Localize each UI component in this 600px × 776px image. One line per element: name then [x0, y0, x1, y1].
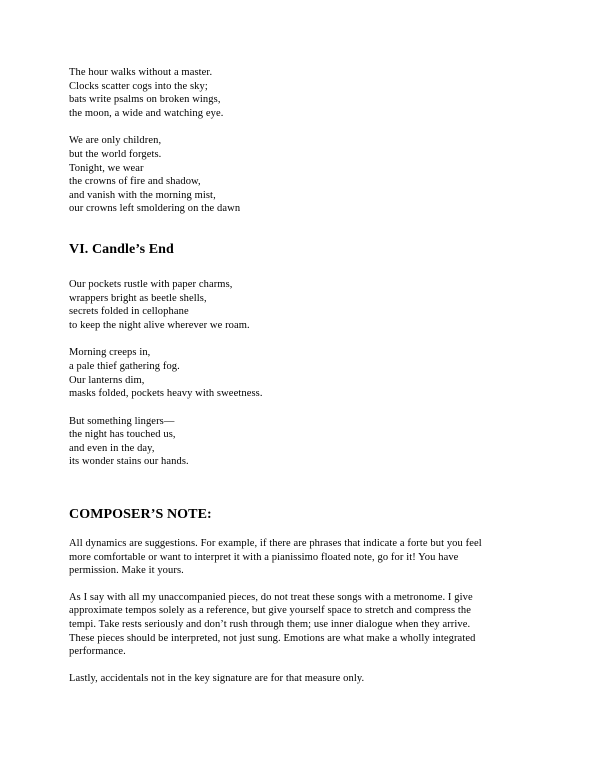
poem-line: Morning creeps in,: [69, 347, 151, 359]
note-paragraph: [69, 537, 550, 578]
note-paragraph-line: permission. Make it yours.: [69, 565, 184, 577]
poem-line: our crowns left smoldering on the dawn: [69, 203, 241, 215]
poem-line: but the world forgets.: [69, 148, 162, 160]
note-paragraph-line: performance.: [69, 646, 126, 658]
section-vi-heading: VI. Candle’s End: [69, 241, 174, 257]
poem-line: the night has touched us,: [69, 429, 176, 441]
note-paragraph: [69, 591, 550, 659]
poem-section-untitled: [69, 66, 550, 216]
poem-line: the crowns of fire and shadow,: [69, 176, 201, 188]
note-paragraph-line: These pieces should be interpreted, not just sung. Emotions are what make a wholly integrated: [69, 632, 476, 644]
poem-line: Our pockets rustle with paper charms,: [69, 278, 233, 290]
poem-line: We are only children,: [69, 135, 162, 147]
stanza: [69, 278, 550, 332]
note-paragraph-line: As I say with all my unaccompanied pieces, do not treat these songs with a metronome. I give: [69, 591, 473, 603]
composer-note-section: [69, 507, 550, 685]
poem-line: to keep the night alive wherever we roam.: [69, 319, 250, 331]
note-paragraph-line: more comfortable or want to interpret it with a pianissimo floated note, go for it! You have: [69, 551, 459, 563]
note-paragraph-line: approximate tempos solely as a reference, but give yourself space to stretch and compress the: [69, 605, 472, 617]
stanza: [69, 134, 550, 216]
poem-line: and even in the day,: [69, 442, 155, 454]
note-paragraph-line: All dynamics are suggestions. For example, if there are phrases that indicate a forte but you feel: [69, 538, 482, 550]
poem-line: a pale thief gathering fog.: [69, 360, 180, 372]
poem-line: secrets folded in cellophane: [69, 306, 189, 318]
poem-line: its wonder stains our hands.: [69, 456, 189, 468]
stanza: [69, 66, 550, 120]
poem-line: and vanish with the morning mist,: [69, 189, 216, 201]
note-paragraph: [69, 672, 550, 686]
poem-line: But something lingers—: [69, 415, 175, 427]
poem-line: Tonight, we wear: [69, 162, 144, 174]
poem-line: Clocks scatter cogs into the sky;: [69, 80, 208, 92]
poem-line: the moon, a wide and watching eye.: [69, 107, 224, 119]
note-paragraph-line: tempi. Take rests seriously and don’t rush through them; use inner dialogue when they arrive.: [69, 619, 471, 631]
stanza: [69, 346, 550, 400]
poem-line: bats write psalms on broken wings,: [69, 94, 221, 106]
poem-line: masks folded, pockets heavy with sweetness.: [69, 388, 263, 400]
stanza: [69, 415, 550, 469]
note-paragraph-line: Lastly, accidentals not in the key signature are for that measure only.: [69, 672, 365, 684]
poem-section-vi: [69, 242, 550, 469]
poem-line: wrappers bright as beetle shells,: [69, 292, 207, 304]
composer-note-heading: COMPOSER’S NOTE:: [69, 507, 212, 523]
poem-line: The hour walks without a master.: [69, 67, 213, 78]
poem-line: Our lanterns dim,: [69, 374, 145, 386]
